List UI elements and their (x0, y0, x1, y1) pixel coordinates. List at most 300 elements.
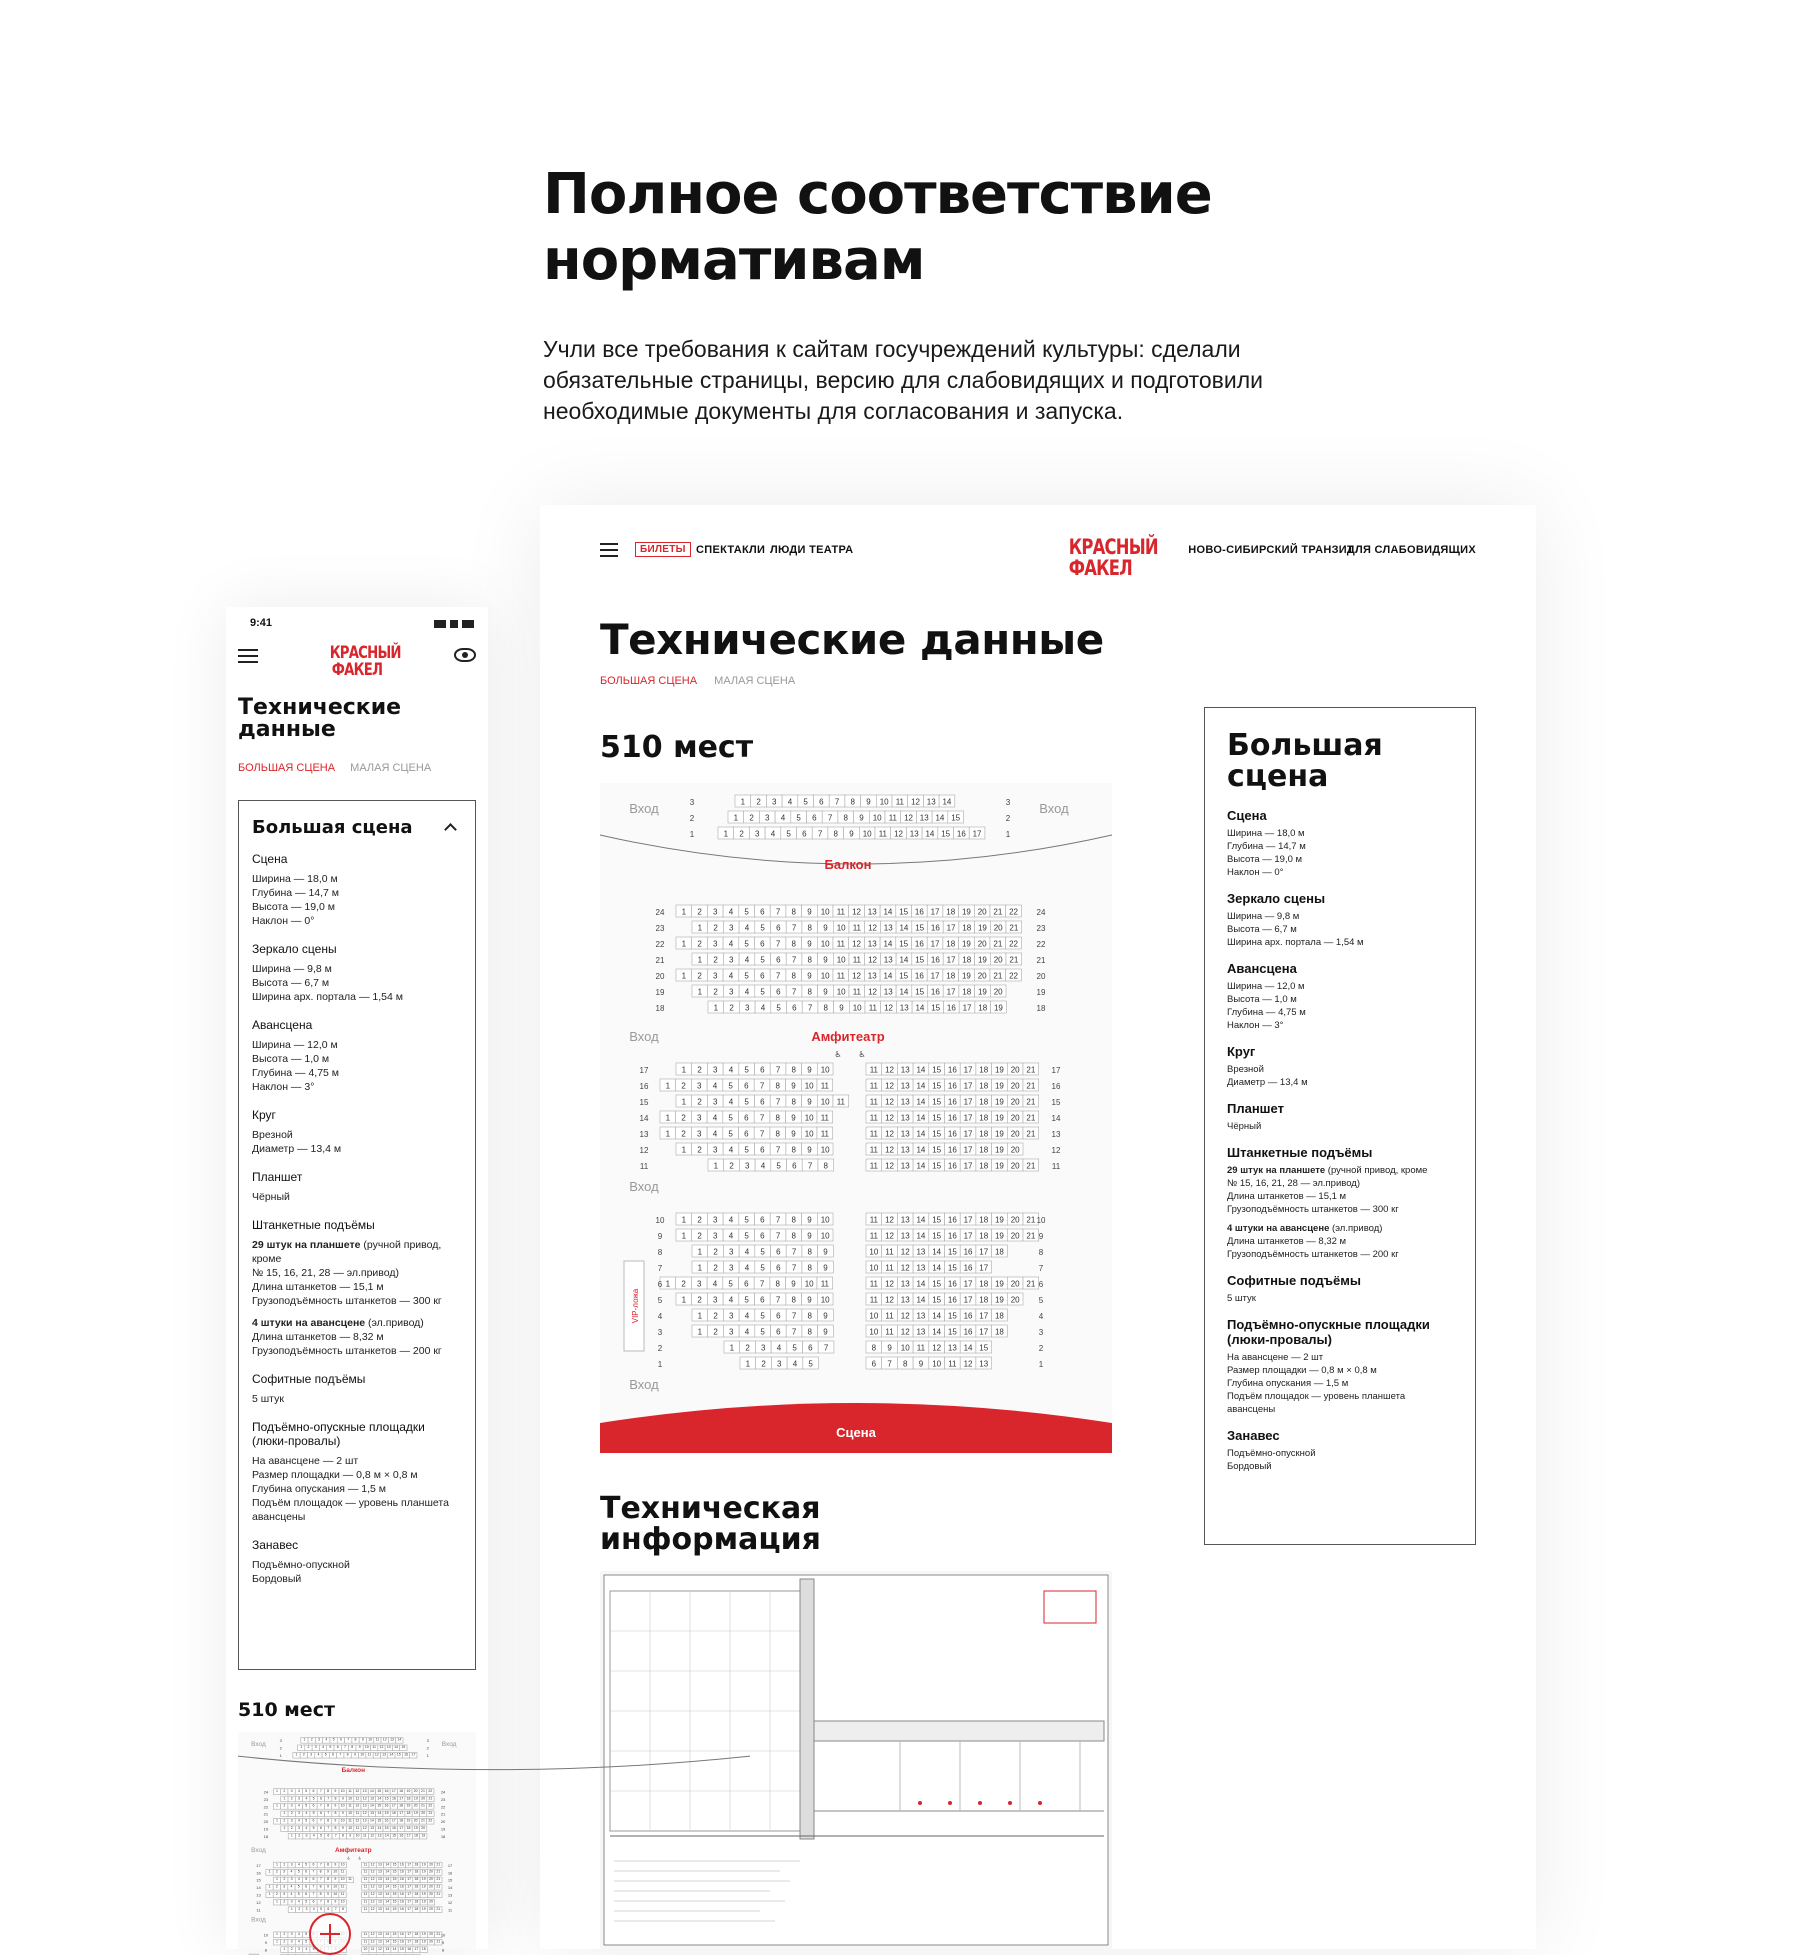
mobile-mockup (226, 607, 488, 1949)
seat-number: 4 (305, 1947, 307, 1951)
seat-number: 9 (342, 1811, 344, 1815)
seat-number: 10 (821, 1216, 830, 1225)
seat-number: 10 (821, 1098, 830, 1107)
seat-number: 19 (422, 1862, 426, 1866)
seat-number: 1 (730, 1344, 735, 1353)
seat-number: 3 (713, 1216, 718, 1225)
seat-number: 10 (869, 1264, 878, 1273)
seat-number: 14 (385, 1885, 389, 1889)
seat-number: 6 (760, 1146, 765, 1155)
seat-number: 2 (697, 1146, 702, 1155)
spec-line: Подъём площадок — уровень планшета авансцены (1227, 1390, 1453, 1416)
seat-number: 6 (313, 1804, 315, 1808)
seat-number: 18 (979, 1296, 988, 1305)
seat-number: 13 (948, 1344, 957, 1353)
seat-number: 15 (393, 1870, 397, 1874)
seat-number: 18 (407, 1796, 411, 1800)
tech-info-title: Техническая информация (600, 1493, 1000, 1555)
spec-bold: 29 штук на планшете (252, 1239, 361, 1251)
spec-line: Высота — 19,0 м (1227, 853, 1453, 866)
seat-number: 2 (697, 940, 702, 949)
seat-number: 6 (776, 1264, 781, 1273)
seat-number: 8 (808, 1312, 813, 1321)
seat-number: 20 (1011, 1280, 1020, 1289)
spec-proscenium-label: Авансцена (1227, 961, 1453, 976)
seat-number: 5 (298, 1892, 300, 1896)
seat-number: 13 (920, 814, 929, 823)
spec-line: Диаметр — 13,4 м (1227, 1076, 1453, 1089)
row-number: 14 (1052, 1114, 1061, 1123)
seat-number: 11 (348, 1789, 352, 1793)
seat-number: 12 (885, 1280, 894, 1289)
seat-number: 19 (421, 1833, 425, 1837)
seat-number: 16 (392, 1796, 396, 1800)
seat-number: 4 (729, 1232, 734, 1241)
seat-number: 7 (312, 1885, 314, 1889)
seat-number: 2 (283, 1877, 285, 1881)
seat-number: 16 (385, 1804, 389, 1808)
seat-number: 3 (318, 1738, 320, 1742)
row-number: 2 (280, 1746, 283, 1751)
seat-number: 3 (298, 1811, 300, 1815)
seat-number: 8 (824, 1162, 829, 1171)
seat-number: 21 (436, 1877, 440, 1881)
row-number: 3 (690, 798, 695, 807)
seat-number: 4 (313, 1833, 315, 1837)
seat-number: 13 (868, 940, 877, 949)
seat-number: 17 (964, 1098, 973, 1107)
nav-people[interactable]: ЛЮДИ ТЕАТРА (770, 544, 853, 556)
tab-big-stage[interactable]: БОЛЬШАЯ СЦЕНА (600, 675, 697, 687)
nav-accessible[interactable]: ДЛЯ СЛАБОВИДЯЩИХ (1347, 544, 1476, 556)
spec-line: Длина штанкетов — 8,32 м (1227, 1235, 1453, 1248)
seat-number: 3 (291, 1819, 293, 1823)
row-number: 12 (1052, 1146, 1061, 1155)
seat-number: 7 (792, 924, 797, 933)
seat-number: 13 (363, 1804, 367, 1808)
seat-number: 8 (327, 1877, 329, 1881)
seat-number: 12 (363, 1811, 367, 1815)
seat-number: 3 (761, 1344, 766, 1353)
spec-line: 5 штук (252, 1392, 462, 1406)
seat-number: 4 (761, 1162, 766, 1171)
seat-number: 12 (371, 1939, 375, 1943)
row-number: 5 (658, 1296, 663, 1305)
spec-line: Глубина — 4,75 м (252, 1066, 462, 1080)
seat-number: 16 (385, 1789, 389, 1793)
seat-number: 6 (872, 1360, 877, 1369)
seat-number: 5 (760, 1248, 765, 1257)
seat-number: 3 (777, 1360, 782, 1369)
seat-number: 4 (305, 1796, 307, 1800)
seat-number: 1 (746, 1360, 751, 1369)
nav-transit[interactable]: НОВО-СИБИРСКИЙ ТРАНЗИТ (1188, 544, 1354, 556)
seat-number: 10 (368, 1738, 372, 1742)
seat-number: 18 (979, 1114, 988, 1123)
seat-number: 11 (870, 1162, 879, 1171)
seat-number: 9 (327, 1885, 329, 1889)
seat-number: 16 (964, 1264, 973, 1273)
seat-number: 8 (342, 1907, 344, 1911)
seat-number: 5 (320, 1833, 322, 1837)
seat-number: 10 (863, 830, 872, 839)
seat-number: 14 (370, 1789, 374, 1793)
seating-plan-mini[interactable] (238, 1732, 476, 1949)
seat-number: 18 (962, 956, 971, 965)
seat-number: 17 (407, 1932, 411, 1936)
spec-line: Размер площадки — 0,8 м × 0,8 м (1227, 1364, 1453, 1377)
seat-number: 7 (760, 1280, 765, 1289)
menu-icon[interactable] (600, 543, 618, 557)
seat-number: 13 (884, 988, 893, 997)
tab-big-stage[interactable]: БОЛЬШАЯ СЦЕНА (238, 762, 335, 774)
row-number: 23 (1037, 924, 1046, 933)
seat-number: 6 (776, 1328, 781, 1337)
seat-number: 4 (298, 1789, 300, 1793)
seat-number: 10 (348, 1826, 352, 1830)
seat-number: 16 (947, 1004, 956, 1013)
seat-number: 2 (756, 798, 761, 807)
menu-icon[interactable] (238, 649, 258, 663)
spec-line: № 15, 16, 21, 28 — эл.привод) (252, 1266, 462, 1280)
spec-line: Чёрный (1227, 1120, 1453, 1133)
seat-number: 8 (776, 1280, 781, 1289)
seat-number: 3 (298, 1947, 300, 1951)
seat-number: 16 (392, 1811, 396, 1815)
seat-number: 21 (428, 1811, 432, 1815)
row-number: 19 (441, 1827, 446, 1832)
seat-number: 10 (348, 1796, 352, 1800)
seat-number: 3 (729, 1264, 734, 1273)
seat-number: 1 (714, 1162, 719, 1171)
seat-number: 10 (805, 1082, 814, 1091)
row-number: 13 (640, 1130, 649, 1139)
seat-number: 20 (421, 1796, 425, 1800)
row-number: 18 (441, 1834, 446, 1839)
seat-number: 14 (916, 1232, 925, 1241)
seat-number: 11 (879, 830, 888, 839)
seat-number: 5 (760, 956, 765, 965)
spec-curtain-label: Занавес (1227, 1428, 1453, 1443)
seating-plan-svg (600, 783, 1112, 1453)
seat-number: 4 (325, 1738, 327, 1742)
seat-number: 15 (377, 1819, 381, 1823)
seat-number: 20 (1011, 1296, 1020, 1305)
row-number: 2 (690, 814, 695, 823)
row-number: 5 (1039, 1296, 1044, 1305)
seat-number: 12 (885, 1082, 894, 1091)
seat-number: 11 (341, 1892, 345, 1896)
spec-line: Наклон — 0° (252, 914, 462, 928)
seat-number: 8 (327, 1804, 329, 1808)
seat-number: 8 (792, 1216, 797, 1225)
seat-number: 19 (422, 1892, 426, 1896)
seat-number: 17 (964, 1296, 973, 1305)
seat-number: 2 (713, 1264, 718, 1273)
seat-number: 14 (916, 1146, 925, 1155)
seat-number: 8 (808, 1328, 813, 1337)
panel-title: Большая сцена (252, 817, 462, 838)
seat-number: 7 (327, 1796, 329, 1800)
row-number: 11 (256, 1907, 261, 1912)
seat-number: 4 (745, 1328, 750, 1337)
seat-number: 11 (821, 1130, 830, 1139)
seat-number: 9 (807, 972, 812, 981)
seat-number: 3 (745, 1004, 750, 1013)
seat-number: 12 (894, 830, 903, 839)
row-number: 8 (442, 1947, 445, 1952)
row-number: 22 (441, 1804, 446, 1809)
seat-number: 22 (1009, 908, 1018, 917)
seat-number: 4 (729, 1098, 734, 1107)
row-number: 18 (656, 1004, 665, 1013)
seat-number: 12 (371, 1892, 375, 1896)
seat-number: 11 (376, 1738, 380, 1742)
seat-number: 2 (729, 1162, 734, 1171)
seat-number: 19 (962, 972, 971, 981)
seat-number: 20 (978, 940, 987, 949)
seat-number: 3 (713, 1296, 718, 1305)
spec-soffit-label: Софитные подъёмы (252, 1372, 462, 1386)
seat-number: 3 (310, 1753, 312, 1757)
seat-number: 20 (994, 988, 1003, 997)
seat-number: 19 (995, 1296, 1004, 1305)
seat-number: 17 (964, 1162, 973, 1171)
seat-number: 14 (393, 1947, 397, 1951)
seat-number: 14 (385, 1932, 389, 1936)
seat-number: 13 (363, 1789, 367, 1793)
seat-number: 13 (378, 1862, 382, 1866)
row-number: 9 (442, 1940, 445, 1945)
seat-number: 5 (728, 1130, 733, 1139)
seat-number: 5 (744, 1066, 749, 1075)
seat-number: 8 (872, 1344, 877, 1353)
seat-number: 5 (305, 1939, 307, 1943)
seat-number: 18 (979, 1066, 988, 1075)
logo-line-1: КРАСНЫЙ (330, 645, 385, 662)
seat-number: 14 (385, 1877, 389, 1881)
seat-number: 8 (851, 798, 856, 807)
seat-number: 1 (698, 1328, 703, 1337)
seat-number: 15 (397, 1753, 401, 1757)
seat-number: 5 (776, 1004, 781, 1013)
seat-number: 17 (407, 1833, 411, 1837)
seat-number: 21 (1026, 1216, 1035, 1225)
seat-number: 7 (776, 1146, 781, 1155)
seat-number: 20 (429, 1870, 433, 1874)
seat-number: 22 (428, 1804, 432, 1808)
seat-number: 10 (341, 1862, 345, 1866)
seat-number: 5 (325, 1753, 327, 1757)
seat-number: 12 (852, 908, 861, 917)
nav-tickets[interactable]: БИЛЕТЫ (635, 542, 691, 557)
seat-number: 2 (697, 1098, 702, 1107)
spec-line: На авансцене — 2 шт (1227, 1351, 1453, 1364)
seat-number: 5 (808, 1360, 813, 1369)
seat-number: 12 (852, 940, 861, 949)
row-number: 1 (1039, 1360, 1044, 1369)
row-number: 24 (656, 908, 665, 917)
seat-number: 13 (901, 1098, 910, 1107)
row-number: 20 (264, 1819, 269, 1824)
seat-number: 22 (428, 1819, 432, 1823)
seat-number: 11 (917, 1344, 926, 1353)
eye-icon[interactable] (454, 648, 476, 662)
seat-number: 2 (745, 1344, 750, 1353)
seat-number: 10 (880, 798, 889, 807)
seat-number: 15 (979, 1344, 988, 1353)
logo[interactable] (1069, 537, 1131, 579)
seat-number: 20 (429, 1907, 433, 1911)
seat-number: 16 (407, 1947, 411, 1951)
seat-number: 21 (1026, 1066, 1035, 1075)
desktop-mockup (540, 505, 1536, 1949)
seat-number: 5 (744, 1146, 749, 1155)
seat-number: 11 (368, 1753, 372, 1757)
seat-number: 11 (853, 988, 862, 997)
spec-line: Высота — 1,0 м (252, 1052, 462, 1066)
seat-number: 2 (697, 1066, 702, 1075)
zoom-in-icon[interactable] (309, 1913, 351, 1955)
wheelchair-icon: ♿ (347, 1855, 351, 1860)
spec-line: Наклон — 3° (252, 1080, 462, 1094)
row-number: 10 (656, 1216, 665, 1225)
seat-number: 14 (935, 814, 944, 823)
seat-number: 9 (362, 1738, 364, 1742)
seat-number: 11 (837, 972, 846, 981)
seat-number: 18 (399, 1804, 403, 1808)
seat-number: 19 (422, 1870, 426, 1874)
spec-line: Ширина — 9,8 м (1227, 910, 1453, 923)
seat-number: 11 (870, 1098, 879, 1107)
seat-number: 13 (370, 1796, 374, 1800)
seat-number: 9 (334, 1899, 336, 1903)
seat-number: 10 (348, 1811, 352, 1815)
row-number: 14 (448, 1885, 453, 1890)
seat-number: 5 (305, 1804, 307, 1808)
seat-number: 2 (713, 956, 718, 965)
seat-number: 19 (422, 1877, 426, 1881)
seat-number: 18 (414, 1907, 418, 1911)
seat-number: 15 (899, 908, 908, 917)
seat-number: 8 (808, 1248, 813, 1257)
seat-number: 19 (978, 988, 987, 997)
seat-number: 15 (932, 1216, 941, 1225)
seat-number: 11 (364, 1885, 368, 1889)
seat-number: 7 (312, 1870, 314, 1874)
seat-number: 21 (436, 1932, 440, 1936)
seat-number: 10 (805, 1280, 814, 1289)
seat-number: 17 (392, 1819, 396, 1823)
stage-specs-accordion[interactable] (238, 800, 476, 1670)
nav-performances[interactable]: СПЕКТАКЛИ (696, 544, 765, 556)
seat-number: 12 (371, 1885, 375, 1889)
seat-number: 14 (377, 1826, 381, 1830)
seat-number: 9 (823, 988, 828, 997)
seat-number: 8 (792, 1146, 797, 1155)
logo[interactable] (330, 645, 385, 679)
seat-number: 6 (744, 1280, 749, 1289)
seat-number: 11 (364, 1907, 368, 1911)
seat-number: 20 (1011, 1114, 1020, 1123)
seat-number: 14 (942, 798, 951, 807)
seat-number: 17 (963, 1004, 972, 1013)
seat-number: 15 (393, 1932, 397, 1936)
hero-section (543, 162, 1443, 427)
row-number: 16 (1052, 1082, 1061, 1091)
seat-number: 7 (818, 830, 823, 839)
seat-number: 7 (320, 1899, 322, 1903)
seat-number: 9 (823, 956, 828, 965)
row-number: 12 (640, 1146, 649, 1155)
row-number: 24 (264, 1789, 269, 1794)
seat-number: 16 (948, 1114, 957, 1123)
spec-curtain-label: Занавес (252, 1538, 462, 1552)
seat-number: 12 (380, 1745, 384, 1749)
seat-number: 18 (979, 1146, 988, 1155)
seat-number: 12 (904, 814, 913, 823)
seat-number: 11 (364, 1892, 368, 1896)
seat-number: 8 (327, 1899, 329, 1903)
seat-number: 3 (291, 1862, 293, 1866)
seat-number: 6 (313, 1862, 315, 1866)
seat-number: 16 (931, 988, 940, 997)
seat-number: 1 (276, 1939, 278, 1943)
row-number: 10 (1037, 1216, 1046, 1225)
seat-number: 10 (363, 1947, 367, 1951)
seat-number: 21 (436, 1892, 440, 1896)
entrance-label: Вход (1039, 801, 1069, 816)
spec-lifts-label: Подъёмно-опускные площадки (люки-провалы) (1227, 1317, 1453, 1347)
seat-number: 9 (807, 1066, 812, 1075)
seat-number: 18 (414, 1870, 418, 1874)
seat-number: 9 (823, 1264, 828, 1273)
seat-number: 14 (370, 1804, 374, 1808)
seat-number: 10 (821, 908, 830, 917)
seat-number: 18 (946, 908, 955, 917)
seat-number: 6 (819, 798, 824, 807)
seat-number: 17 (964, 1082, 973, 1091)
seat-number: 1 (276, 1932, 278, 1936)
seat-number: 14 (932, 1312, 941, 1321)
seat-number: 2 (697, 1296, 702, 1305)
row-number: 9 (658, 1232, 663, 1241)
seat-number: 3 (697, 1130, 702, 1139)
seat-number: 20 (429, 1885, 433, 1889)
seat-number: 19 (995, 1098, 1004, 1107)
spec-line (1227, 1164, 1453, 1177)
seat-number: 3 (291, 1804, 293, 1808)
tab-small-stage[interactable]: МАЛАЯ СЦЕНА (714, 675, 795, 687)
row-number: 4 (658, 1312, 663, 1321)
spec-bars-label: Штанкетные подъёмы (252, 1218, 462, 1232)
spec-line: Размер площадки — 0,8 м × 0,8 м (252, 1468, 462, 1482)
row-number: 11 (448, 1907, 453, 1912)
seat-number: 7 (335, 1907, 337, 1911)
seat-number: 6 (760, 1066, 765, 1075)
seat-number: 17 (964, 1216, 973, 1225)
seat-number: 3 (697, 1082, 702, 1091)
tab-small-stage[interactable]: МАЛАЯ СЦЕНА (350, 762, 431, 774)
seat-number: 17 (399, 1811, 403, 1815)
seat-number: 5 (786, 830, 791, 839)
row-number: 22 (656, 940, 665, 949)
seat-number: 12 (371, 1877, 375, 1881)
seat-number: 9 (807, 940, 812, 949)
seat-number: 5 (313, 1947, 315, 1951)
seat-number: 1 (269, 1892, 271, 1896)
seat-number: 19 (962, 908, 971, 917)
